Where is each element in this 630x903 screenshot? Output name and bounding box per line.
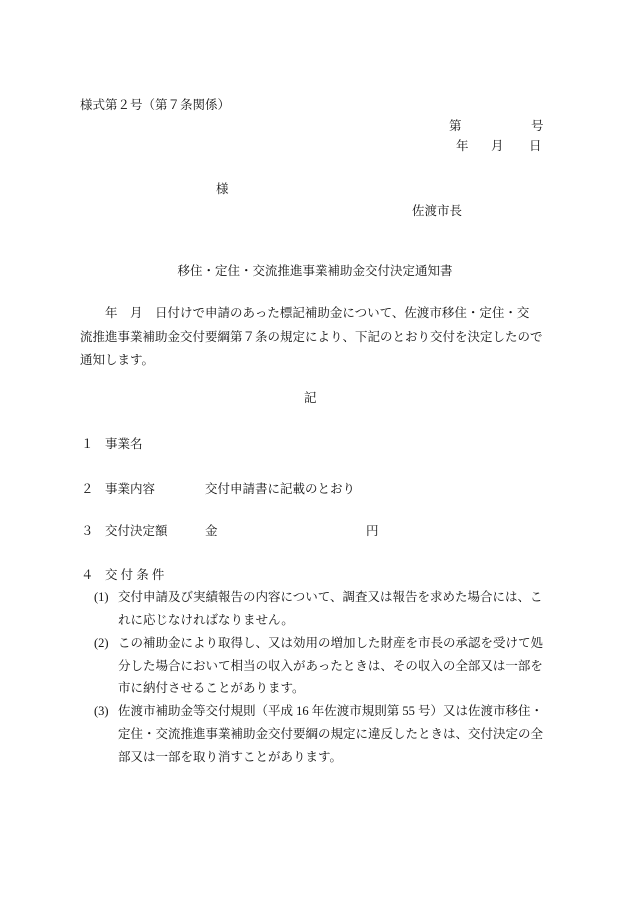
item-label: 交 付 条 件	[105, 568, 165, 582]
item-number: ４	[81, 568, 94, 582]
condition-line: 定住・交流推進事業補助金交付要綱の規定に違反したときは、交付決定の全	[118, 727, 544, 741]
body-line: 通知します。	[80, 353, 155, 367]
date-day: 日	[529, 139, 542, 153]
amount-prefix: 金	[205, 524, 218, 538]
date-year: 年	[456, 139, 469, 153]
body-line: 流推進事業補助金交付要綱第７条の規定により、下記のとおり交付を決定したので	[80, 330, 543, 344]
document-number-suffix: 号	[531, 119, 544, 133]
addressee-honorific: 様	[216, 182, 229, 196]
condition-line: 分した場合において相当の収入があったときは、その収入の全部又は一部を	[118, 659, 543, 673]
condition-line: 佐渡市補助金等交付規則（平成 16 年佐渡市規則第 55 号）又は佐渡市移住・	[118, 704, 544, 718]
item-label: 事業名	[105, 437, 143, 451]
amount-suffix: 円	[366, 524, 379, 538]
body-line: 年 月 日付けで申請のあった標記補助金について、佐渡市移住・定住・交	[80, 306, 530, 320]
condition-line: 市に納付させることがあります。	[118, 681, 305, 695]
ki-heading: 記	[304, 391, 317, 405]
item-number: ３	[81, 524, 94, 538]
item-number: ２	[81, 482, 94, 496]
item-number: １	[81, 437, 94, 451]
condition-line: この補助金により取得し、又は効用の増加した財産を市長の承認を受けて処	[118, 636, 544, 650]
item-value: 交付申請書に記載のとおり	[205, 482, 356, 496]
condition-number: (3)	[94, 704, 109, 718]
condition-line: 部又は一部を取り消すことがあります。	[118, 750, 343, 764]
condition-number: (2)	[94, 636, 109, 650]
condition-line: 交付申請及び実績報告の内容について、調査又は報告を求めた場合には、こ	[118, 590, 543, 604]
document-number-prefix: 第	[449, 119, 462, 133]
date-month: 月	[491, 139, 504, 153]
document-title: 移住・定住・交流推進事業補助金交付決定通知書	[177, 264, 453, 278]
form-label: 様式第２号（第７条関係）	[80, 98, 231, 112]
item-label: 交付決定額	[105, 524, 168, 538]
issuer: 佐渡市長	[412, 204, 463, 218]
item-label: 事業内容	[105, 482, 156, 496]
condition-line: れに応じなければなりません。	[118, 613, 294, 627]
condition-number: (1)	[94, 590, 109, 604]
